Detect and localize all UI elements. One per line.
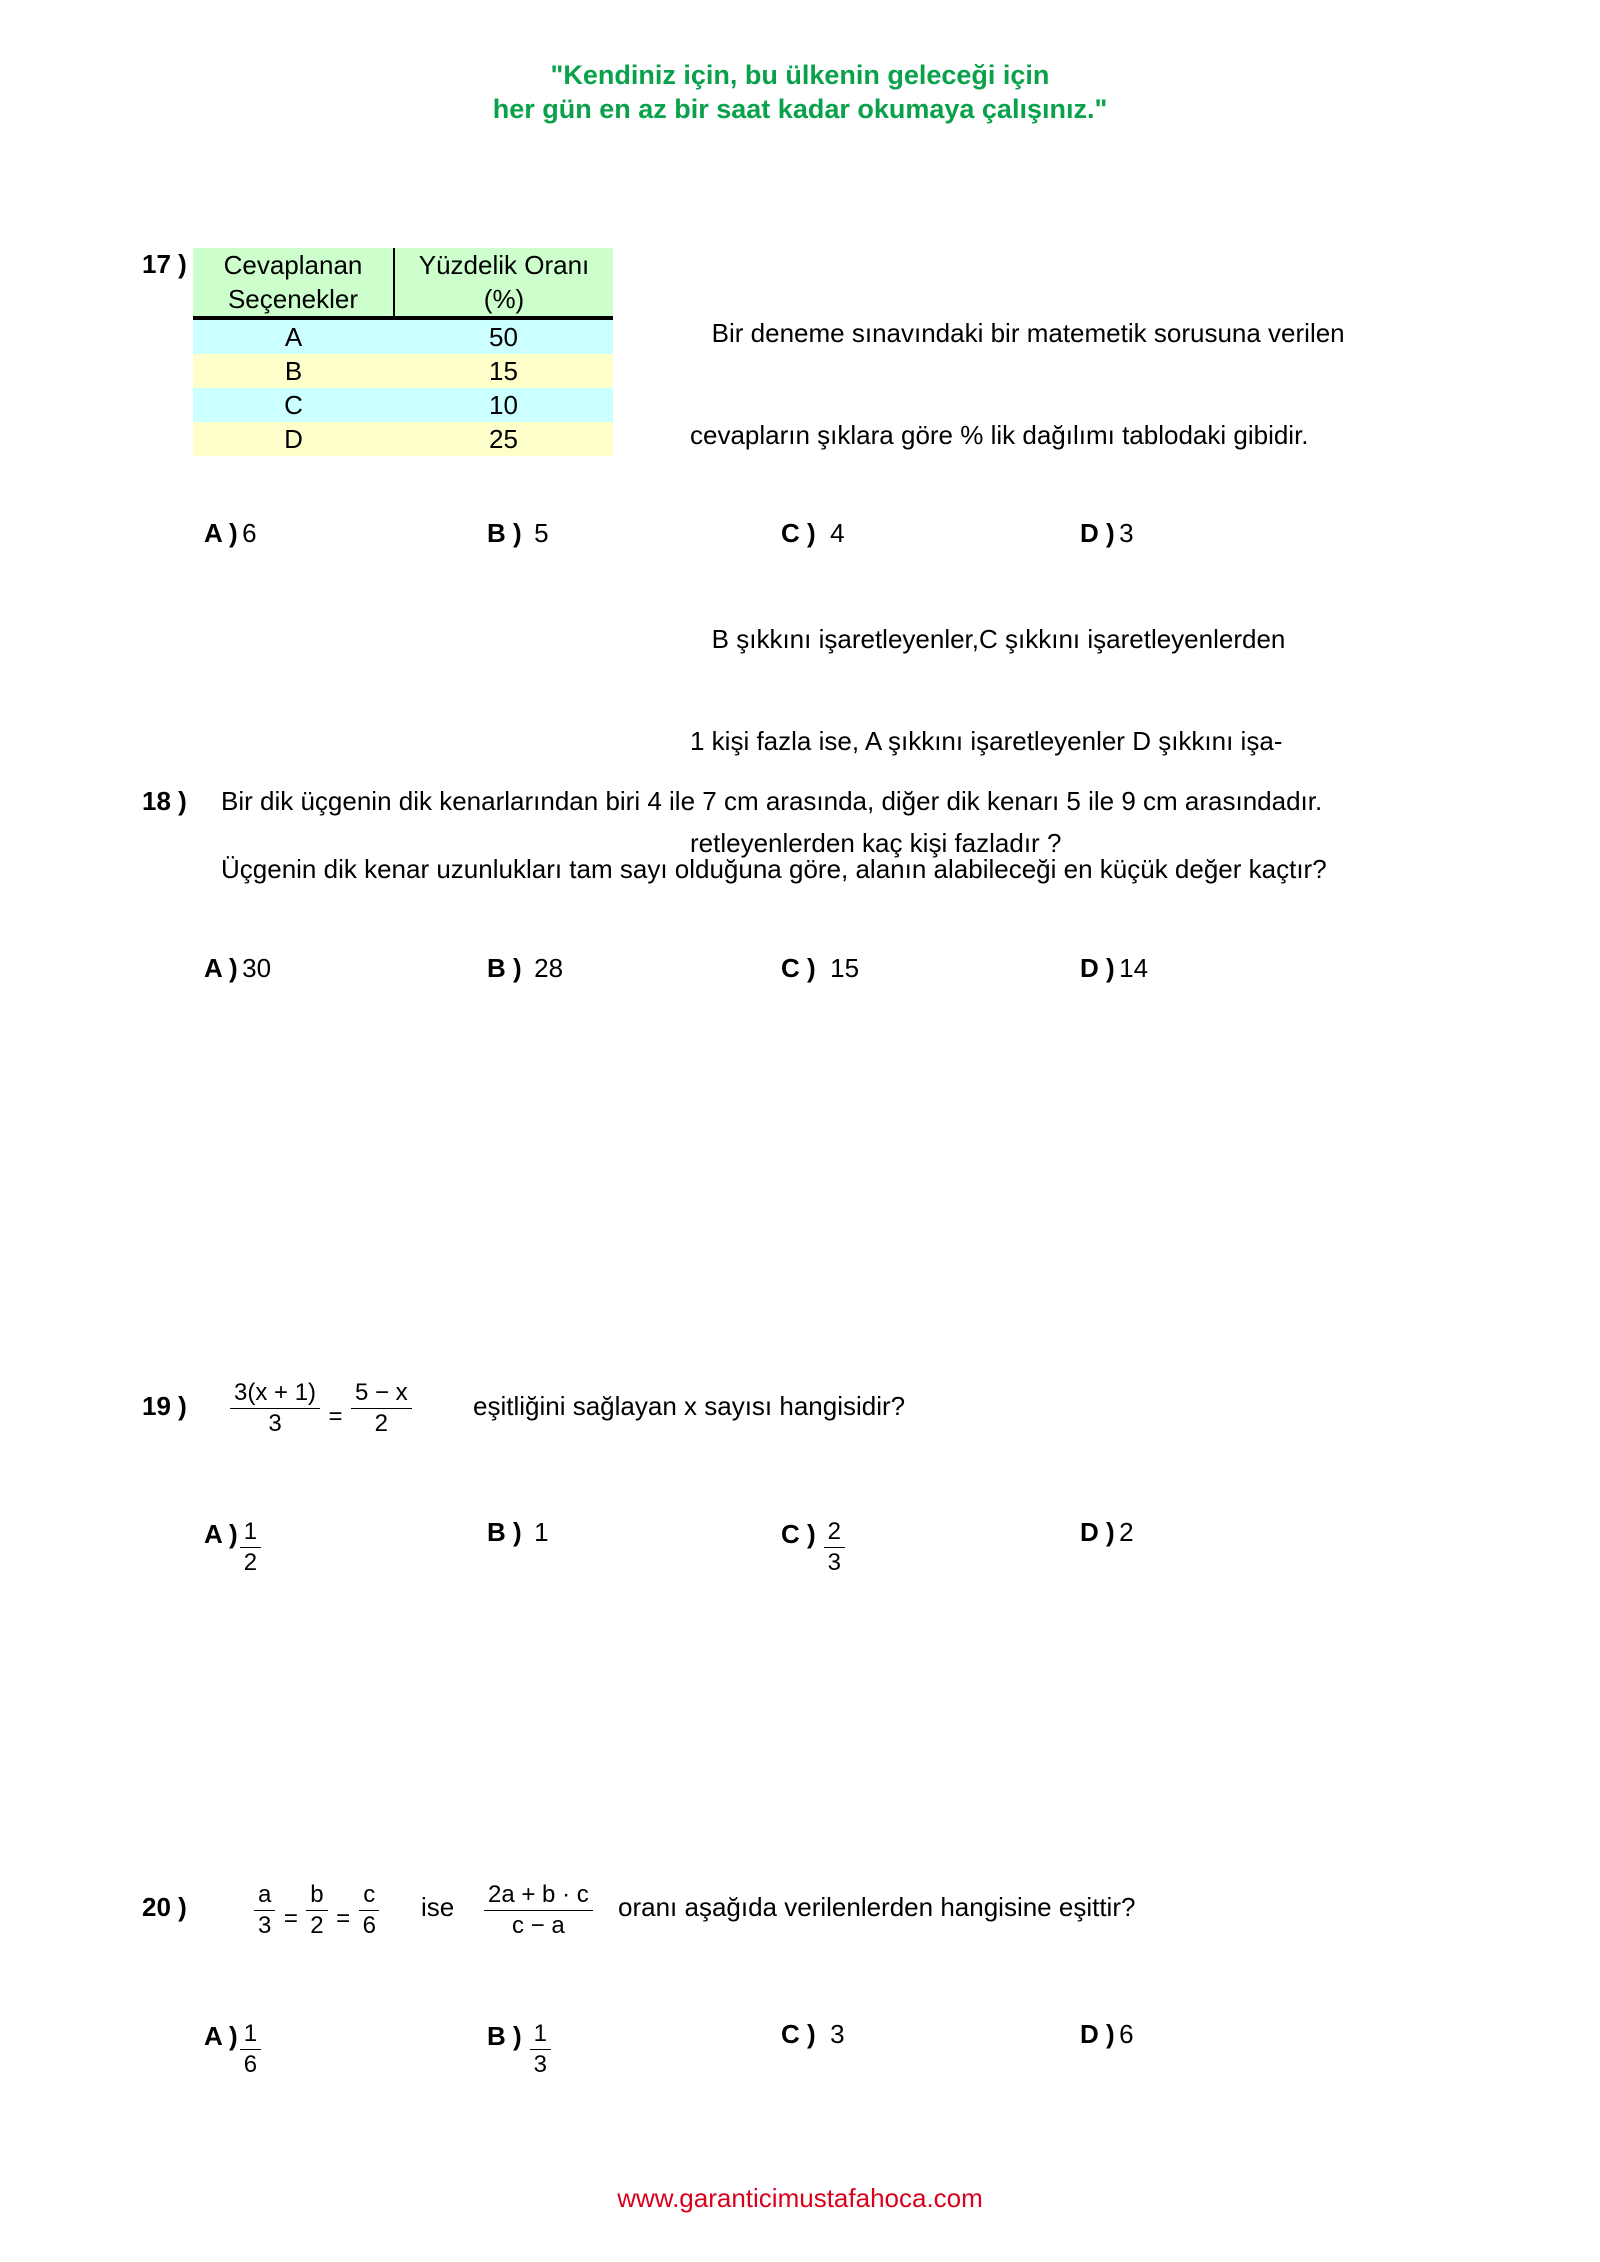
table-row	[193, 388, 613, 422]
fraction-a-over-3	[254, 1880, 275, 1941]
question-20-proportion	[254, 1880, 380, 1941]
fraction-denominator: 3	[258, 1912, 272, 1939]
ratio-fraction	[484, 1880, 593, 1941]
fraction-denominator: 2	[374, 1410, 388, 1437]
option-value: 14	[1119, 953, 1149, 983]
fraction-numerator: 1	[530, 2019, 551, 2050]
fraction-denominator: 2	[310, 1912, 324, 1939]
option-c[interactable]	[781, 953, 859, 984]
option-value: 4	[830, 518, 845, 548]
option-label: B )	[487, 953, 522, 983]
option-fraction	[240, 2019, 261, 2080]
fraction-denominator: 3	[827, 1549, 842, 1576]
table-header-options-1: Cevaplanan	[193, 248, 394, 282]
option-value: 1	[534, 1517, 549, 1547]
option-value: 6	[1119, 2019, 1134, 2049]
motto-line-2: her gün en az bir saat kadar okumaya çalışınız."	[492, 94, 1108, 124]
table-cell-option: B	[193, 354, 394, 388]
footer-website-link[interactable]: www.garanticimustafahoca.com	[617, 2183, 983, 2213]
table-row	[193, 318, 613, 354]
question-19-number: 19 )	[142, 1391, 187, 1421]
fraction-b-over-2	[306, 1880, 327, 1941]
option-d[interactable]	[1080, 953, 1148, 984]
fraction-c-over-6	[359, 1880, 380, 1941]
option-label: C )	[781, 518, 816, 548]
question-17-line: retleyenlerden kaç kişi fazladır ?	[690, 828, 1062, 858]
option-value: 15	[830, 953, 860, 983]
fraction-lhs	[230, 1378, 320, 1439]
question-17-line: cevapların şıklara göre % lik dağılımı tablodaki gibidir.	[690, 420, 1309, 450]
option-b[interactable]	[487, 1517, 549, 1548]
option-label: D )	[1080, 953, 1115, 983]
motto-line-1: "Kendiniz için, bu ülkenin geleceği için	[550, 60, 1050, 90]
option-d[interactable]	[1080, 2019, 1134, 2050]
option-label: D )	[1080, 1517, 1115, 1547]
option-value: 30	[242, 953, 272, 983]
option-d[interactable]	[1080, 1517, 1134, 1548]
option-d[interactable]	[1080, 518, 1134, 549]
equals-sign: =	[283, 1904, 298, 1932]
option-b[interactable]	[487, 953, 563, 984]
fraction-rhs	[351, 1378, 412, 1439]
question-19-text: eşitliğini sağlayan x sayısı hangisidir?	[473, 1391, 906, 1421]
table-row	[193, 354, 613, 388]
table-cell-option: A	[193, 318, 394, 354]
table-cell-percent: 15	[394, 354, 613, 388]
fraction-numerator: a	[254, 1880, 275, 1911]
option-label: C )	[781, 2019, 816, 2049]
option-label: B )	[487, 1517, 522, 1547]
fraction-denominator: 3	[268, 1410, 282, 1437]
fraction-numerator: 5 − x	[351, 1378, 412, 1409]
table-header-options-2: Seçenekler	[193, 282, 394, 318]
fraction-numerator: 1	[240, 2019, 261, 2050]
option-fraction	[530, 2019, 551, 2080]
option-a[interactable]	[204, 518, 257, 549]
option-c[interactable]	[781, 518, 845, 549]
fraction-numerator: b	[306, 1880, 327, 1911]
table-row	[193, 422, 613, 456]
table-cell-percent: 10	[394, 388, 613, 422]
question-17-line: Bir deneme sınavındaki bir matemetik sorusuna verilen	[690, 318, 1345, 348]
option-fraction	[240, 1517, 261, 1578]
question-17-number: 17 )	[142, 249, 187, 279]
question-20-number: 20 )	[142, 1892, 187, 1922]
question-18-number: 18 )	[142, 786, 187, 816]
equals-sign: =	[328, 1402, 343, 1430]
option-c[interactable]	[781, 1517, 845, 1578]
option-label: D )	[1080, 518, 1115, 548]
table-cell-option: C	[193, 388, 394, 422]
option-value: 3	[1119, 518, 1134, 548]
option-c[interactable]	[781, 2019, 845, 2050]
motto-header	[0, 58, 1600, 126]
fraction-numerator: 2	[824, 1517, 845, 1548]
option-value: 6	[242, 518, 257, 548]
option-label: A )	[204, 2021, 238, 2051]
option-a[interactable]	[204, 1517, 261, 1578]
option-label: A )	[204, 1519, 238, 1549]
question-18-line-2: Üçgenin dik kenar uzunlukları tam sayı olduğuna göre, alanın alabileceği en küçük değer kaçtır?	[221, 854, 1327, 884]
option-value: 3	[830, 2019, 845, 2049]
fraction-denominator: 6	[243, 2051, 258, 2078]
question-20-ratio	[484, 1880, 593, 1941]
equals-sign: =	[336, 1904, 351, 1932]
option-b[interactable]	[487, 518, 549, 549]
answer-distribution-table	[193, 248, 613, 456]
option-value: 28	[534, 953, 564, 983]
table-header-percent-2: (%)	[394, 282, 613, 318]
fraction-numerator: 3(x + 1)	[230, 1378, 320, 1409]
fraction-denominator: c − a	[512, 1912, 565, 1939]
table-header-percent-1: Yüzdelik Oranı	[394, 248, 613, 282]
option-label: D )	[1080, 2019, 1115, 2049]
question-19-equation	[230, 1378, 412, 1439]
option-fraction	[824, 1517, 845, 1578]
option-label: A )	[204, 953, 238, 983]
question-18-line-1: Bir dik üçgenin dik kenarlarından biri 4 ile 7 cm arasında, diğer dik kenarı 5 ile 9 cm arasındadır.	[221, 786, 1323, 816]
option-label: B )	[487, 518, 522, 548]
option-label: A )	[204, 518, 238, 548]
fraction-denominator: 6	[362, 1912, 376, 1939]
option-a[interactable]	[204, 2019, 261, 2080]
fraction-numerator: 1	[240, 1517, 261, 1548]
option-a[interactable]	[204, 953, 271, 984]
option-label: B )	[487, 2021, 522, 2051]
table-cell-percent: 50	[394, 318, 613, 354]
option-label: C )	[781, 953, 816, 983]
ise-word: ise	[421, 1892, 455, 1922]
fraction-denominator: 3	[533, 2051, 548, 2078]
table-cell-percent: 25	[394, 422, 613, 456]
fraction-denominator: 2	[243, 1549, 258, 1576]
fraction-numerator: 2a + b · c	[484, 1880, 593, 1911]
question-17-line: B şıkkını işaretleyenler,C şıkkını işaretleyenlerden	[690, 624, 1286, 654]
question-17-line: 1 kişi fazla ise, A şıkkını işaretleyenler D şıkkını işa-	[690, 726, 1283, 756]
question-20-text: oranı aşağıda verilenlerden hangisine eşittir?	[618, 1892, 1136, 1922]
option-value: 2	[1119, 1517, 1134, 1547]
option-label: C )	[781, 1519, 816, 1549]
option-value: 5	[534, 518, 549, 548]
option-b[interactable]	[487, 2019, 551, 2080]
table-cell-option: D	[193, 422, 394, 456]
fraction-numerator: c	[359, 1880, 379, 1911]
